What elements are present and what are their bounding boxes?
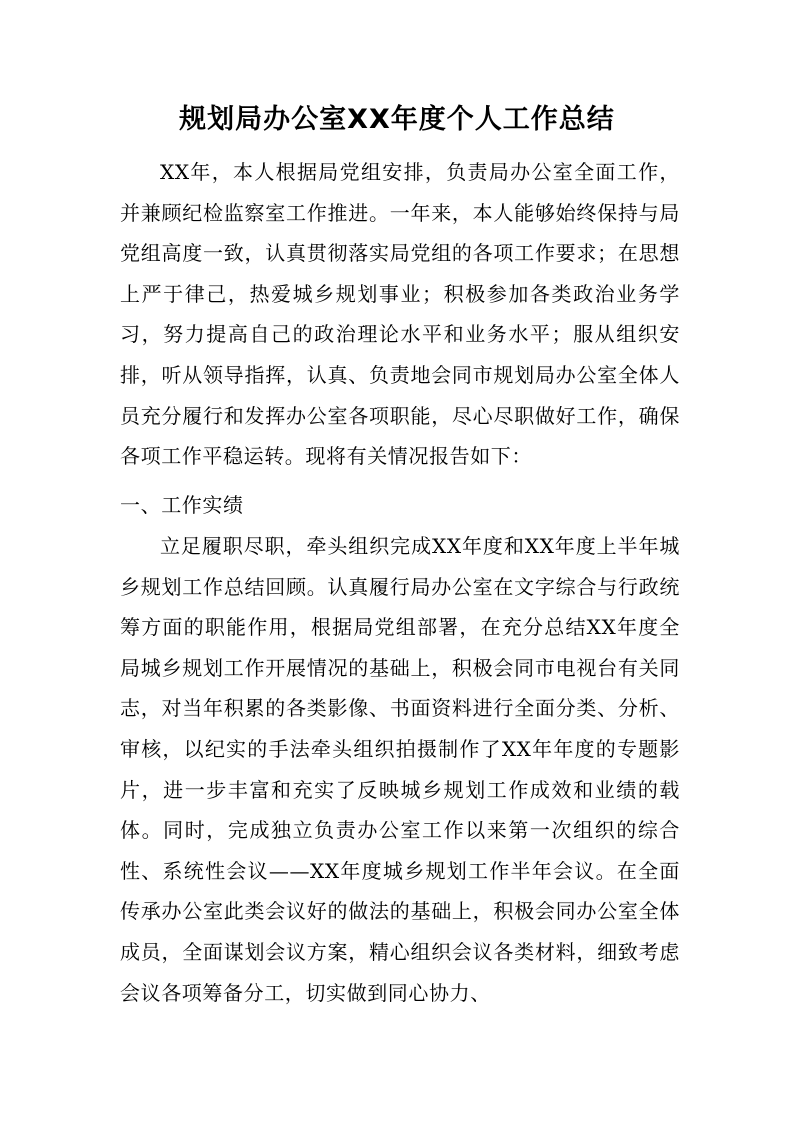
section-heading: 一、工作实绩 [120,493,244,517]
document-title: 规划局办公室XX年度个人工作总结 [179,104,615,135]
body-paragraph: XX年，本人根据局党组安排，负责局办公室全面工作，并兼顾纪检监察室工作推进。一年来，本人能够始终保持与局党组高度一致，认真贯彻落实局党组的各项工作要求；在思想上严于律己，热爱城乡规划事业；积极参加各类政治业务学习，努力提高自己的政治理论水平和业务水平；服从组织安排，听从领导指挥，认真、负责地会同市规划局办公室全体人员充分履行和发挥办公室各项职能，尽心尽职做好工作，确保各项工作平稳运转。现将有关情况报告如下： [120,160,680,469]
body-paragraph: 立足履职尽职，牵头组织完成XX年度和XX年度上半年城乡规划工作总结回顾。认真履行局办公室在文字综合与行政统筹方面的职能作用，根据局党组部署，在充分总结XX年度全局城乡规划工作开展情况的基础上，积极会同市电视台有关同志，对当年积累的各类影像、书面资料进行全面分类、分析、审核，以纪实的手法牵头组织拍摄制作了XX年年度的专题影片，进一步丰富和充实了反映城乡规划工作成效和业绩的载体。同时，完成独立负责办公室工作以来第一次组织的综合性、系统性会议——XX年度城乡规划工作半年会议。在全面传承办公室此类会议好的做法的基础上，积极会同办公室全体成员，全面谋划会议方案，精心组织会议各类材料，细致考虑会议各项筹备分工，切实做到同心协力、 [120,534,680,1005]
body-paragraph-2-block [120,526,680,1013]
body-paragraph-1-block [120,152,680,477]
section-heading-block [120,485,680,526]
